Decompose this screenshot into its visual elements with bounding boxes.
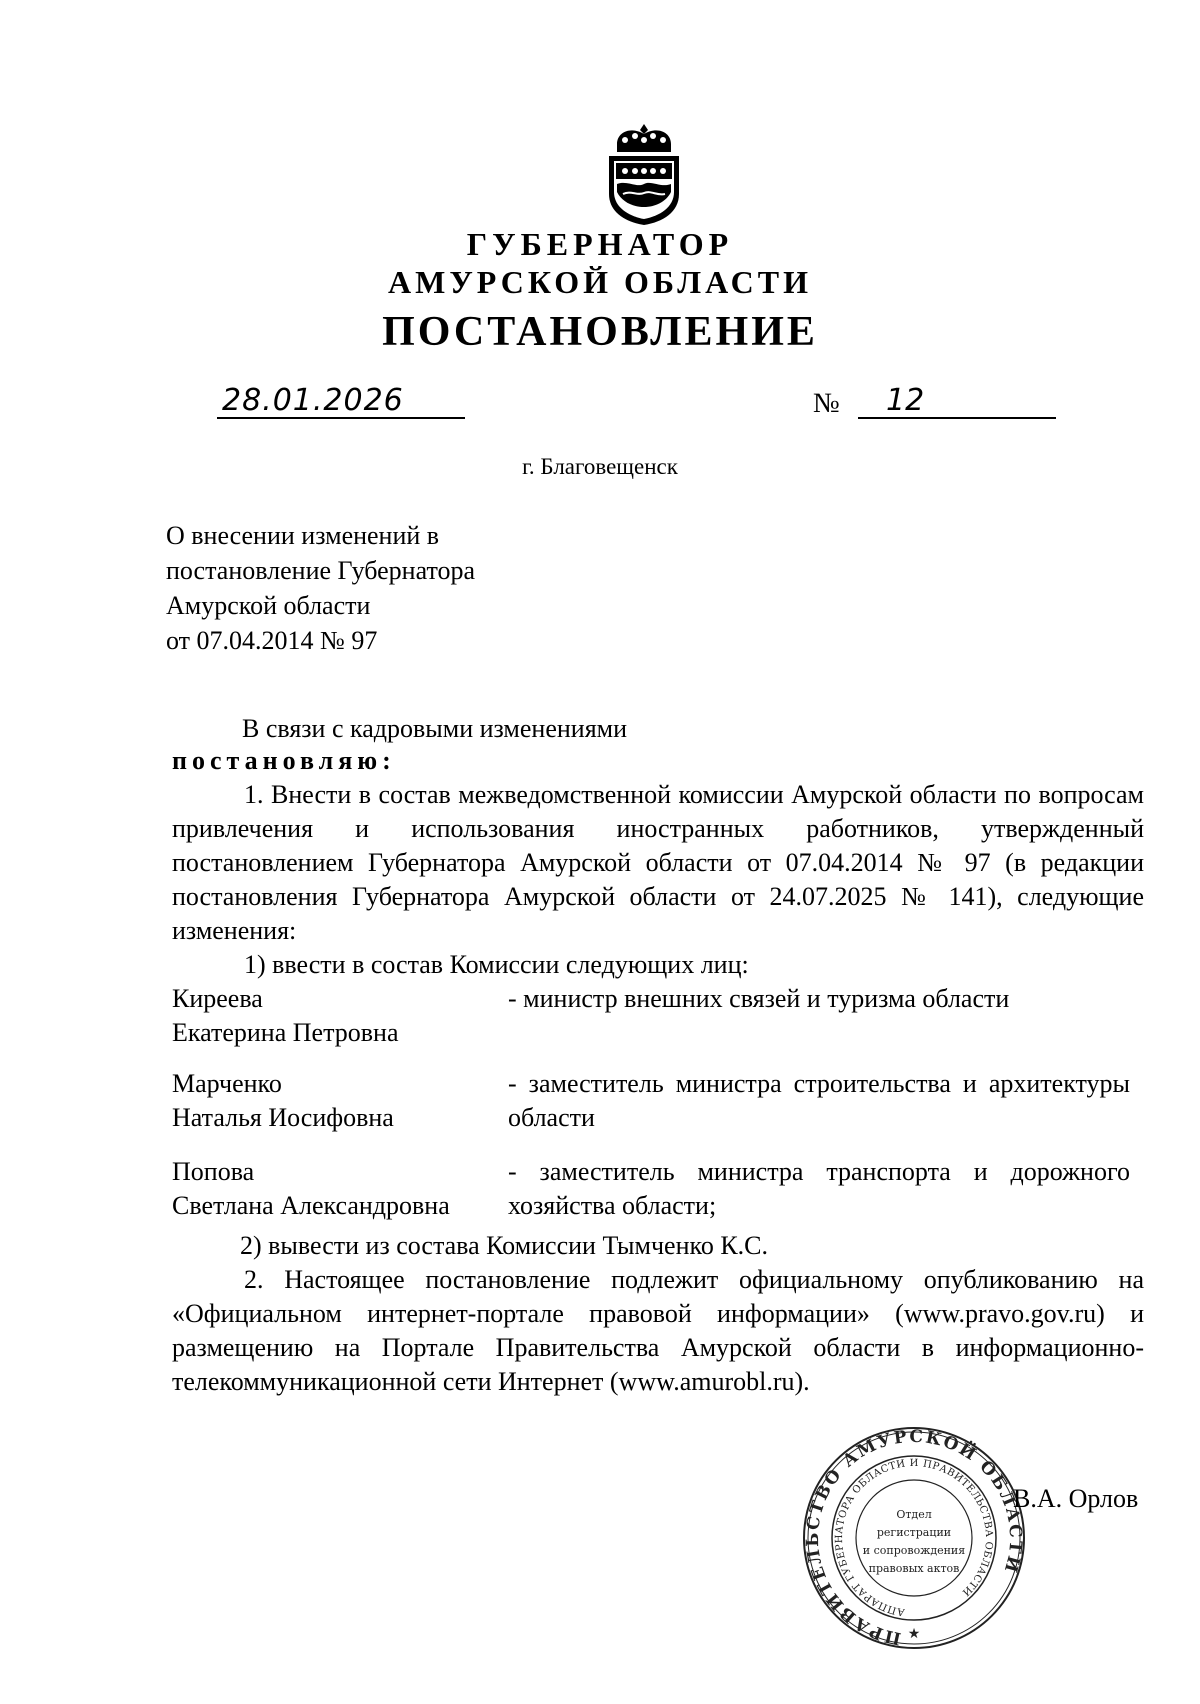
seal-center-line: Отдел — [896, 1508, 932, 1521]
document-date: 28.01.2026 — [222, 383, 404, 418]
city: г. Благовещенск — [522, 454, 678, 479]
person-surname: Киреева — [172, 984, 263, 1013]
person-surname: Попова — [172, 1157, 255, 1186]
subject-line: постановление Губернатора — [166, 556, 476, 585]
item-1-sub-1: 1) ввести в состав Комиссии следующих лиц: — [244, 950, 749, 979]
subject-line: О внесении изменений в — [166, 521, 440, 550]
subject-line: Амурской области — [166, 591, 371, 620]
seal-center-line: и сопровождения — [862, 1544, 966, 1557]
header-title: ГУБЕРНАТОР — [466, 226, 734, 262]
amur-coat-of-arms-icon — [603, 122, 685, 226]
seal-outer-text: ПРАВИТЕЛЬСТВО АМУРСКОЙ ОБЛАСТИ — [802, 1426, 1026, 1649]
official-seal — [801, 1424, 1027, 1654]
seal-star-icon: ★ — [907, 1627, 921, 1642]
number-underline — [858, 417, 1056, 419]
person-surname: Марченко — [172, 1069, 282, 1098]
item-2-paragraph — [172, 1263, 1144, 1399]
subject-line: от 07.04.2014 № 97 — [166, 626, 378, 655]
item-1-paragraph — [172, 778, 1144, 948]
number-sign: № — [813, 388, 840, 419]
person-name: Екатерина Петровна — [172, 1018, 399, 1047]
seal-center-line: правовых актов — [868, 1562, 960, 1575]
signer-name: В.А. Орлов — [1013, 1484, 1139, 1513]
document-type: ПОСТАНОВЛЕНИЕ — [382, 309, 818, 355]
item-2-text: 2. Настоящее постановление подлежит официальному опубликованию на «Официальном интернет-портале правовой информации» (www.pravo.gov.ru) и размещению на Портале Правительства Амурской области в информационно-телекоммуникационной сети Интернет (www.amurobl.ru). — [172, 1265, 1144, 1396]
intro-paragraph: В связи с кадровыми изменениями — [242, 714, 628, 743]
person-duty: - заместитель министра строительства и архитектуры области — [508, 1069, 1130, 1132]
person-name: Светлана Александровна — [172, 1191, 450, 1220]
seal-center-line: регистрации — [876, 1526, 952, 1539]
header-region: АМУРСКОЙ ОБЛАСТИ — [388, 264, 812, 300]
document-subject — [166, 518, 475, 658]
document-number: 12 — [886, 383, 925, 418]
item-1-sub-2: 2) вывести из состава Комиссии Тымченко К.С. — [240, 1231, 768, 1260]
decree-word: постановляю: — [172, 746, 396, 775]
person-duty: - заместитель министра транспорта и дорожного хозяйства области; — [508, 1157, 1130, 1220]
person-duty: - министр внешних связей и туризма области — [508, 984, 1010, 1013]
seal-inner-text: АППАРАТ ГУБЕРНАТОРА ОБЛАСТИ И ПРАВИТЕЛЬСТВА ОБЛАСТИ — [834, 1457, 995, 1618]
item-1-text: 1. Внести в состав межведомственной комиссии Амурской области по вопросам привлечения и использования иностранных работников, утвержденный постановлением Губернатора Амурской области от 07.04.2014 № 97 (в редакции постановления Губернатора Амурской области от 24.07.2025 № 141), следующие изменения: — [172, 780, 1144, 945]
date-underline — [217, 417, 465, 419]
person-name: Наталья Иосифовна — [172, 1103, 394, 1132]
